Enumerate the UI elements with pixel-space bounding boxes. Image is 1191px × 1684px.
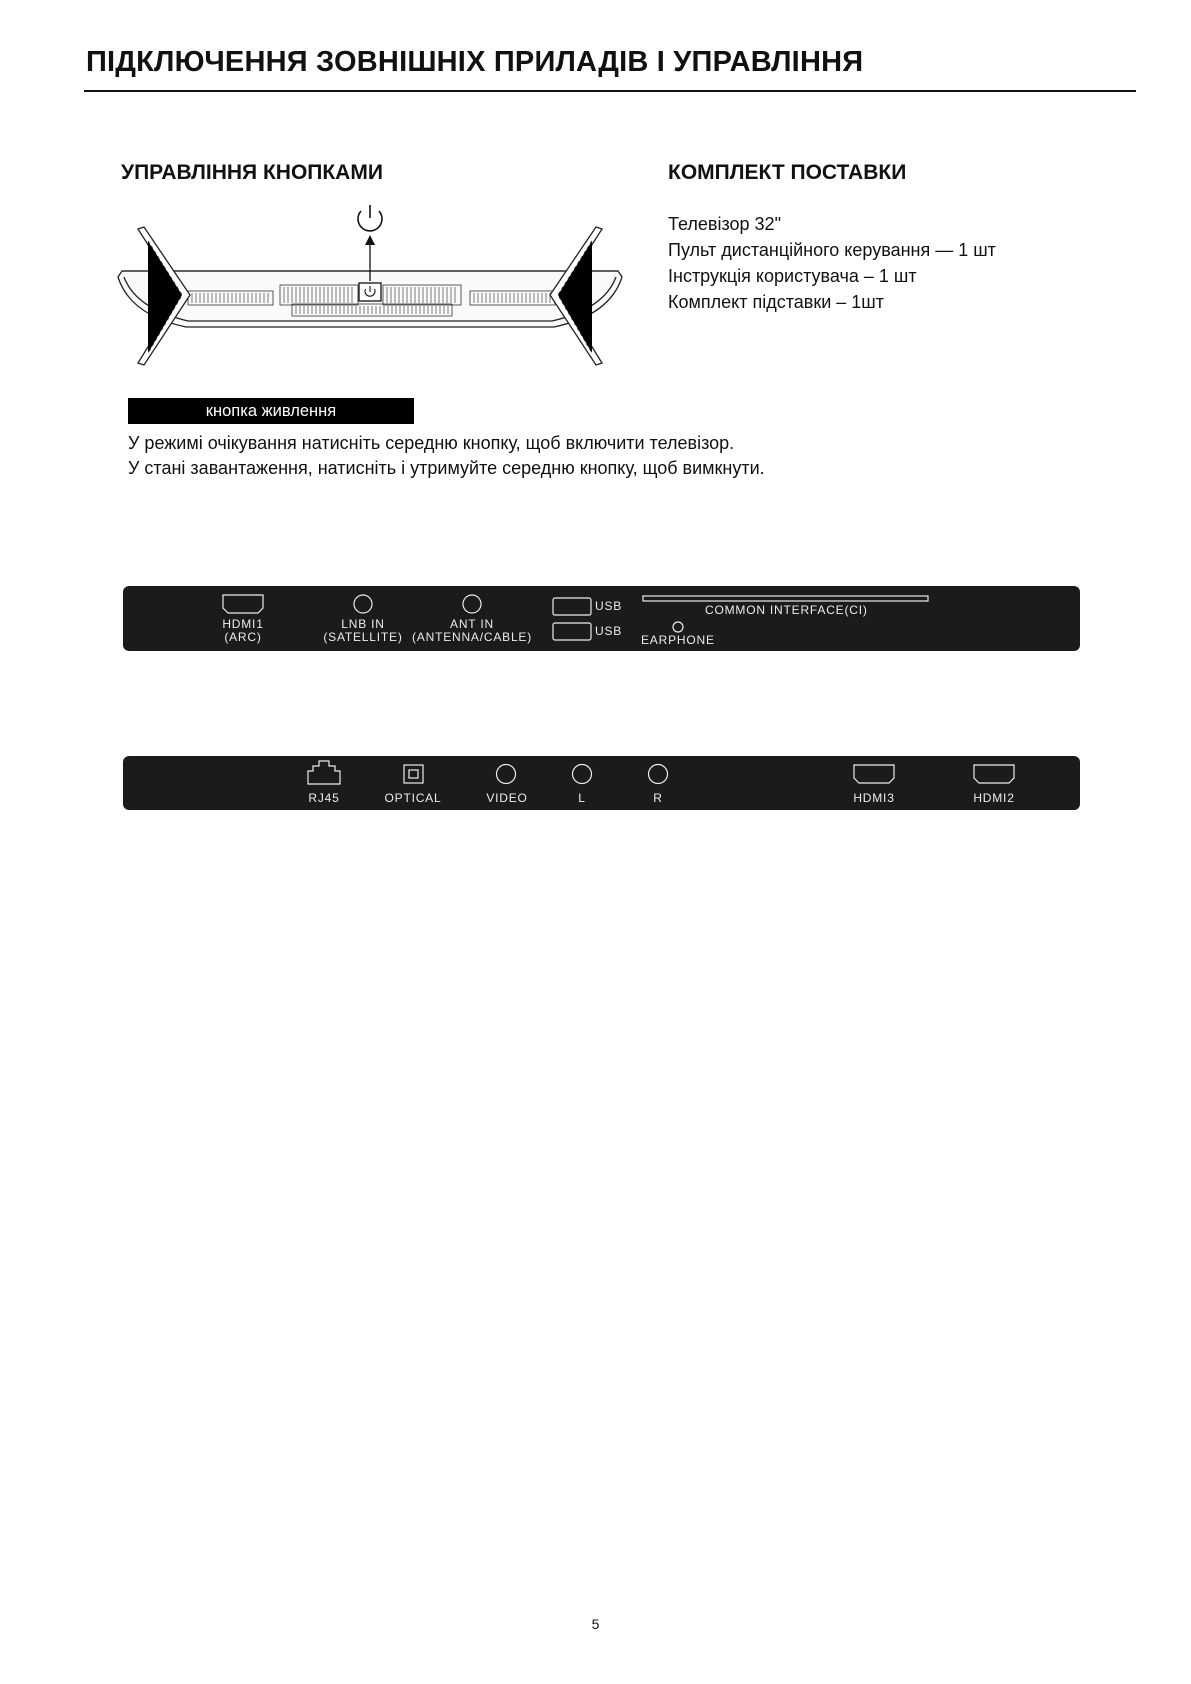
title-divider: [84, 90, 1136, 92]
earphone-port-icon: [673, 622, 683, 632]
video-port-icon: [497, 765, 516, 784]
ci-label: COMMON INTERFACE(CI): [705, 603, 868, 617]
lnb-label: LNB IN (SATELLITE): [323, 617, 403, 644]
ant-label: ANT IN (ANTENNA/CABLE): [412, 617, 533, 644]
rj45-label: RJ45: [308, 791, 340, 805]
kit-list: [668, 211, 996, 315]
optical-port-icon: [404, 765, 423, 783]
usb2-port-icon: [553, 623, 591, 640]
page-title: ПІДКЛЮЧЕННЯ ЗОВНІШНІХ ПРИЛАДІВ І УПРАВЛІННЯ: [86, 46, 864, 78]
usb1-label: USB: [595, 599, 623, 613]
video-label: VIDEO: [486, 791, 528, 805]
hdmi3-port-icon: [854, 765, 894, 783]
bottom-connector-panel: [123, 756, 1080, 810]
bottom-panel-ports: [123, 756, 1080, 810]
power-icon: [358, 205, 382, 231]
usb1-port-icon: [553, 598, 591, 615]
kit-item-manual: Інструкція користувача – 1 шт: [668, 266, 917, 286]
kit-section-heading: КОМПЛЕКТ ПОСТАВКИ: [668, 161, 907, 184]
optical-label: OPTICAL: [384, 791, 442, 805]
hdmi1-port-icon: [223, 595, 263, 613]
kit-item-remote: Пульт дистанційного керування — 1 шт: [668, 240, 996, 260]
audio-l-port-icon: [573, 765, 592, 784]
rj45-port-icon: [308, 761, 340, 784]
page-number: 5: [591, 1616, 600, 1632]
power-button-label: кнопка живлення: [128, 398, 414, 424]
instruction-power-off: У стані завантаження, натисніть і утримуйте середню кнопку, щоб вимкнути.: [128, 458, 765, 478]
ci-slot-icon: [643, 596, 928, 601]
instruction-power-on: У режимі очікування натисніть середню кнопку, щоб включити телевізор.: [128, 433, 735, 453]
kit-item-tv: Телевізор 32": [668, 214, 781, 234]
earphone-label: EARPHONE: [641, 633, 715, 647]
lnb-port-icon: [354, 595, 372, 613]
hdmi1-label: HDMI1 (ARC): [222, 617, 264, 644]
audio-r-port-icon: [649, 765, 668, 784]
hdmi2-label: HDMI2: [973, 791, 1015, 805]
kit-item-stand: Комплект підставки – 1шт: [668, 292, 884, 312]
arrow-head: [365, 235, 375, 245]
ant-port-icon: [463, 595, 481, 613]
hdmi2-port-icon: [974, 765, 1014, 783]
usb2-label: USB: [595, 624, 623, 638]
buttons-section-heading: УПРАВЛІННЯ КНОПКАМИ: [121, 161, 383, 184]
side-connector-panel: [123, 586, 1080, 651]
audio-l-label: L: [578, 791, 586, 805]
tv-bottom-illustration: [110, 205, 630, 375]
audio-r-label: R: [653, 791, 663, 805]
hdmi3-label: HDMI3: [853, 791, 895, 805]
